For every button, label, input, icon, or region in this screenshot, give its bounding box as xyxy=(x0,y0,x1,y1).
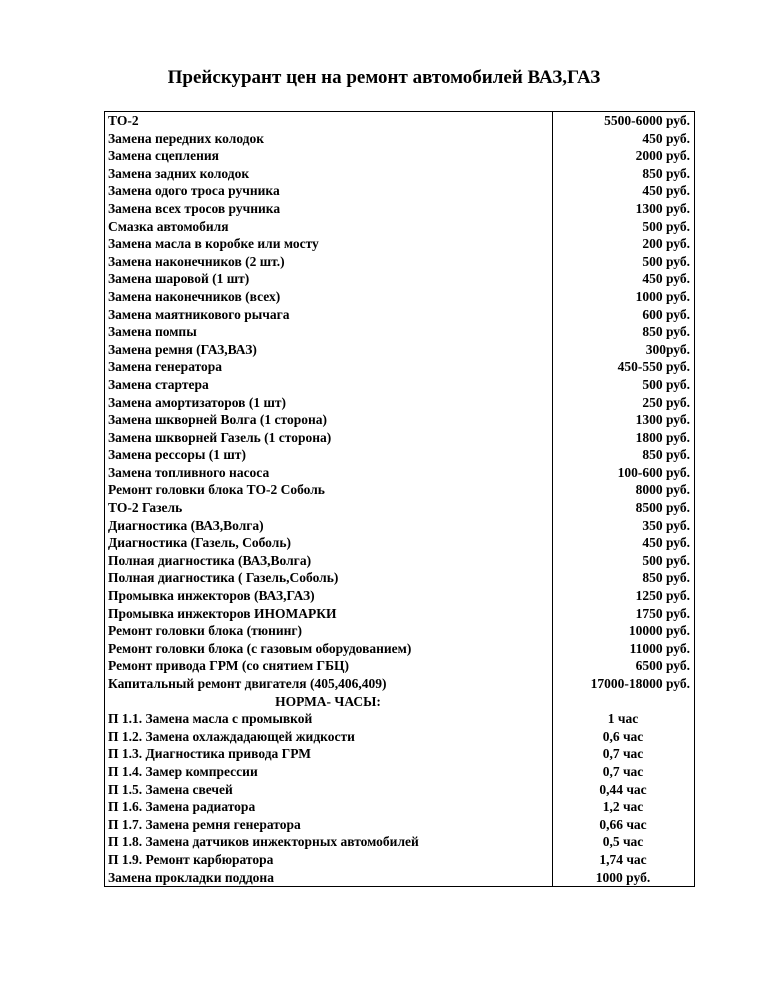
service-price: 500 руб. xyxy=(642,552,690,568)
service-price: 2000 руб. xyxy=(635,148,690,164)
service-price: 10000 руб. xyxy=(628,623,690,639)
service-name: Диагностика (Газель, Соболь) xyxy=(108,535,291,551)
norm-service-name: П 1.1. Замена масла с промывкой xyxy=(108,711,313,727)
prices-column xyxy=(553,112,695,693)
service-name: Замена топливного насоса xyxy=(108,464,270,480)
price-table xyxy=(104,111,695,887)
service-name: Замена одого троса ручника xyxy=(108,183,280,199)
service-name: Полная диагностика (ВАЗ,Волга) xyxy=(108,552,312,568)
norm-service-name: П 1.3. Диагностика привода ГРМ xyxy=(108,746,311,762)
service-price: 450-550 руб. xyxy=(617,359,690,375)
norm-service-name: П 1.5. Замена свечей xyxy=(108,781,233,797)
service-name: Замена генератора xyxy=(108,359,223,375)
service-price: 300руб. xyxy=(645,341,690,357)
norm-hours-row xyxy=(105,693,695,887)
service-price: 1000 руб. xyxy=(635,288,690,304)
service-name: ТО-2 xyxy=(108,113,139,128)
service-name: Замена сцепления xyxy=(108,148,219,164)
norm-value: 1,2 час xyxy=(602,799,644,815)
norm-value: 0,7 час xyxy=(602,746,644,762)
service-price: 1800 руб. xyxy=(635,429,690,445)
norm-value: 0,7 час xyxy=(602,763,644,779)
norm-value: 1000 руб. xyxy=(595,869,651,885)
service-name: Замена всех тросов ручника xyxy=(108,200,281,216)
service-price: 500 руб. xyxy=(642,253,690,269)
service-name: Полная диагностика ( Газель,Соболь) xyxy=(108,570,339,586)
service-name: Ремонт головки блока (с газовым оборудованием) xyxy=(108,640,412,656)
norm-value: 1,74 час xyxy=(599,851,647,867)
service-price: 850 руб. xyxy=(642,570,690,586)
norm-service-name: П 1.4. Замер компрессии xyxy=(108,763,258,779)
service-name: Ремонт привода ГРМ (со снятием ГБЦ) xyxy=(108,658,350,674)
service-name: Замена ремня (ГАЗ,ВАЗ) xyxy=(108,341,257,357)
norm-service-name: П 1.9. Ремонт карбюратора xyxy=(108,851,274,867)
price-list-row xyxy=(105,112,695,693)
service-price: 6500 руб. xyxy=(635,658,690,674)
service-name: Замена шкворней Волга (1 сторона) xyxy=(108,412,328,428)
service-name: Замена стартера xyxy=(108,376,209,392)
service-price: 850 руб. xyxy=(642,165,690,181)
service-price: 1750 руб. xyxy=(635,605,690,621)
service-price: 8500 руб. xyxy=(635,500,690,516)
service-price: 450 руб. xyxy=(642,271,690,287)
service-price: 1300 руб. xyxy=(635,200,690,216)
document-title: Прейскурант цен на ремонт автомобилей ВАЗ,ГАЗ xyxy=(167,67,601,88)
norm-value: 0,66 час xyxy=(599,816,647,832)
service-price: 350 руб. xyxy=(642,517,690,533)
service-price: 500 руб. xyxy=(642,218,690,234)
service-price: 600 руб. xyxy=(642,306,690,322)
service-price: 250 руб. xyxy=(642,394,690,410)
service-name: Промывка инжекторов (ВАЗ,ГАЗ) xyxy=(108,588,315,604)
service-name: Замена шаровой (1 шт) xyxy=(108,271,250,287)
service-price: 850 руб. xyxy=(642,324,690,340)
service-name: Ремонт головки блока ТО-2 Соболь xyxy=(108,482,325,498)
norm-service-name: П 1.6. Замена радиатора xyxy=(108,799,256,815)
service-name: Замена передних колодок xyxy=(108,130,265,146)
service-name: Ремонт головки блока (тюнинг) xyxy=(108,623,303,639)
service-price: 1250 руб. xyxy=(635,588,690,604)
norm-header-spacer xyxy=(556,693,690,711)
service-price: 200 руб. xyxy=(642,236,690,252)
service-name: Замена наконечников (2 шт.) xyxy=(108,253,285,269)
norm-service-name: П 1.2. Замена охлаждадающей жидкости xyxy=(108,728,355,744)
norm-values-column xyxy=(553,693,695,887)
norm-service-name: Замена прокладки поддона xyxy=(108,869,274,885)
norm-value: 0,6 час xyxy=(602,728,644,744)
service-name: Замена задних колодок xyxy=(108,165,250,181)
service-name: Смазка автомобиля xyxy=(108,218,229,234)
service-name: Замена помпы xyxy=(108,324,197,340)
service-price: 500 руб. xyxy=(642,376,690,392)
service-names-column xyxy=(105,112,553,693)
norm-service-name: П 1.7. Замена ремня генератора xyxy=(108,816,301,832)
service-price: 100-600 руб. xyxy=(617,464,690,480)
service-price: 17000-18000 руб. xyxy=(590,676,690,691)
service-price: 450 руб. xyxy=(642,130,690,146)
service-price: 450 руб. xyxy=(642,183,690,199)
norm-service-name: П 1.8. Замена датчиков инжекторных автомобилей xyxy=(108,834,419,850)
norm-value: 0,5 час xyxy=(602,834,644,850)
norm-hours-header: НОРМА- ЧАСЫ: xyxy=(275,693,381,709)
service-name: Капитальный ремонт двигателя (405,406,409) xyxy=(108,676,387,691)
service-price: 850 руб. xyxy=(642,447,690,463)
norm-value: 1 час xyxy=(607,711,639,727)
service-name: Замена амортизаторов (1 шт) xyxy=(108,394,286,410)
service-name: ТО-2 Газель xyxy=(108,500,183,516)
service-name: Замена маятникового рычага xyxy=(108,306,290,322)
service-name: Замена шкворней Газель (1 сторона) xyxy=(108,429,332,445)
service-price: 450 руб. xyxy=(642,535,690,551)
service-name: Замена наконечников (всех) xyxy=(108,288,281,304)
norm-value: 0,44 час xyxy=(599,781,647,797)
service-name: Замена рессоры (1 шт) xyxy=(108,447,246,463)
service-name: Замена масла в коробке или мосту xyxy=(108,236,319,252)
service-price: 11000 руб. xyxy=(629,640,690,656)
service-price: 1300 руб. xyxy=(635,412,690,428)
service-name: Промывка инжекторов ИНОМАРКИ xyxy=(108,605,337,621)
norm-services-column xyxy=(105,693,553,887)
service-name: Диагностика (ВАЗ,Волга) xyxy=(108,517,264,533)
service-price: 5500-6000 руб. xyxy=(604,113,690,128)
service-price: 8000 руб. xyxy=(635,482,690,498)
